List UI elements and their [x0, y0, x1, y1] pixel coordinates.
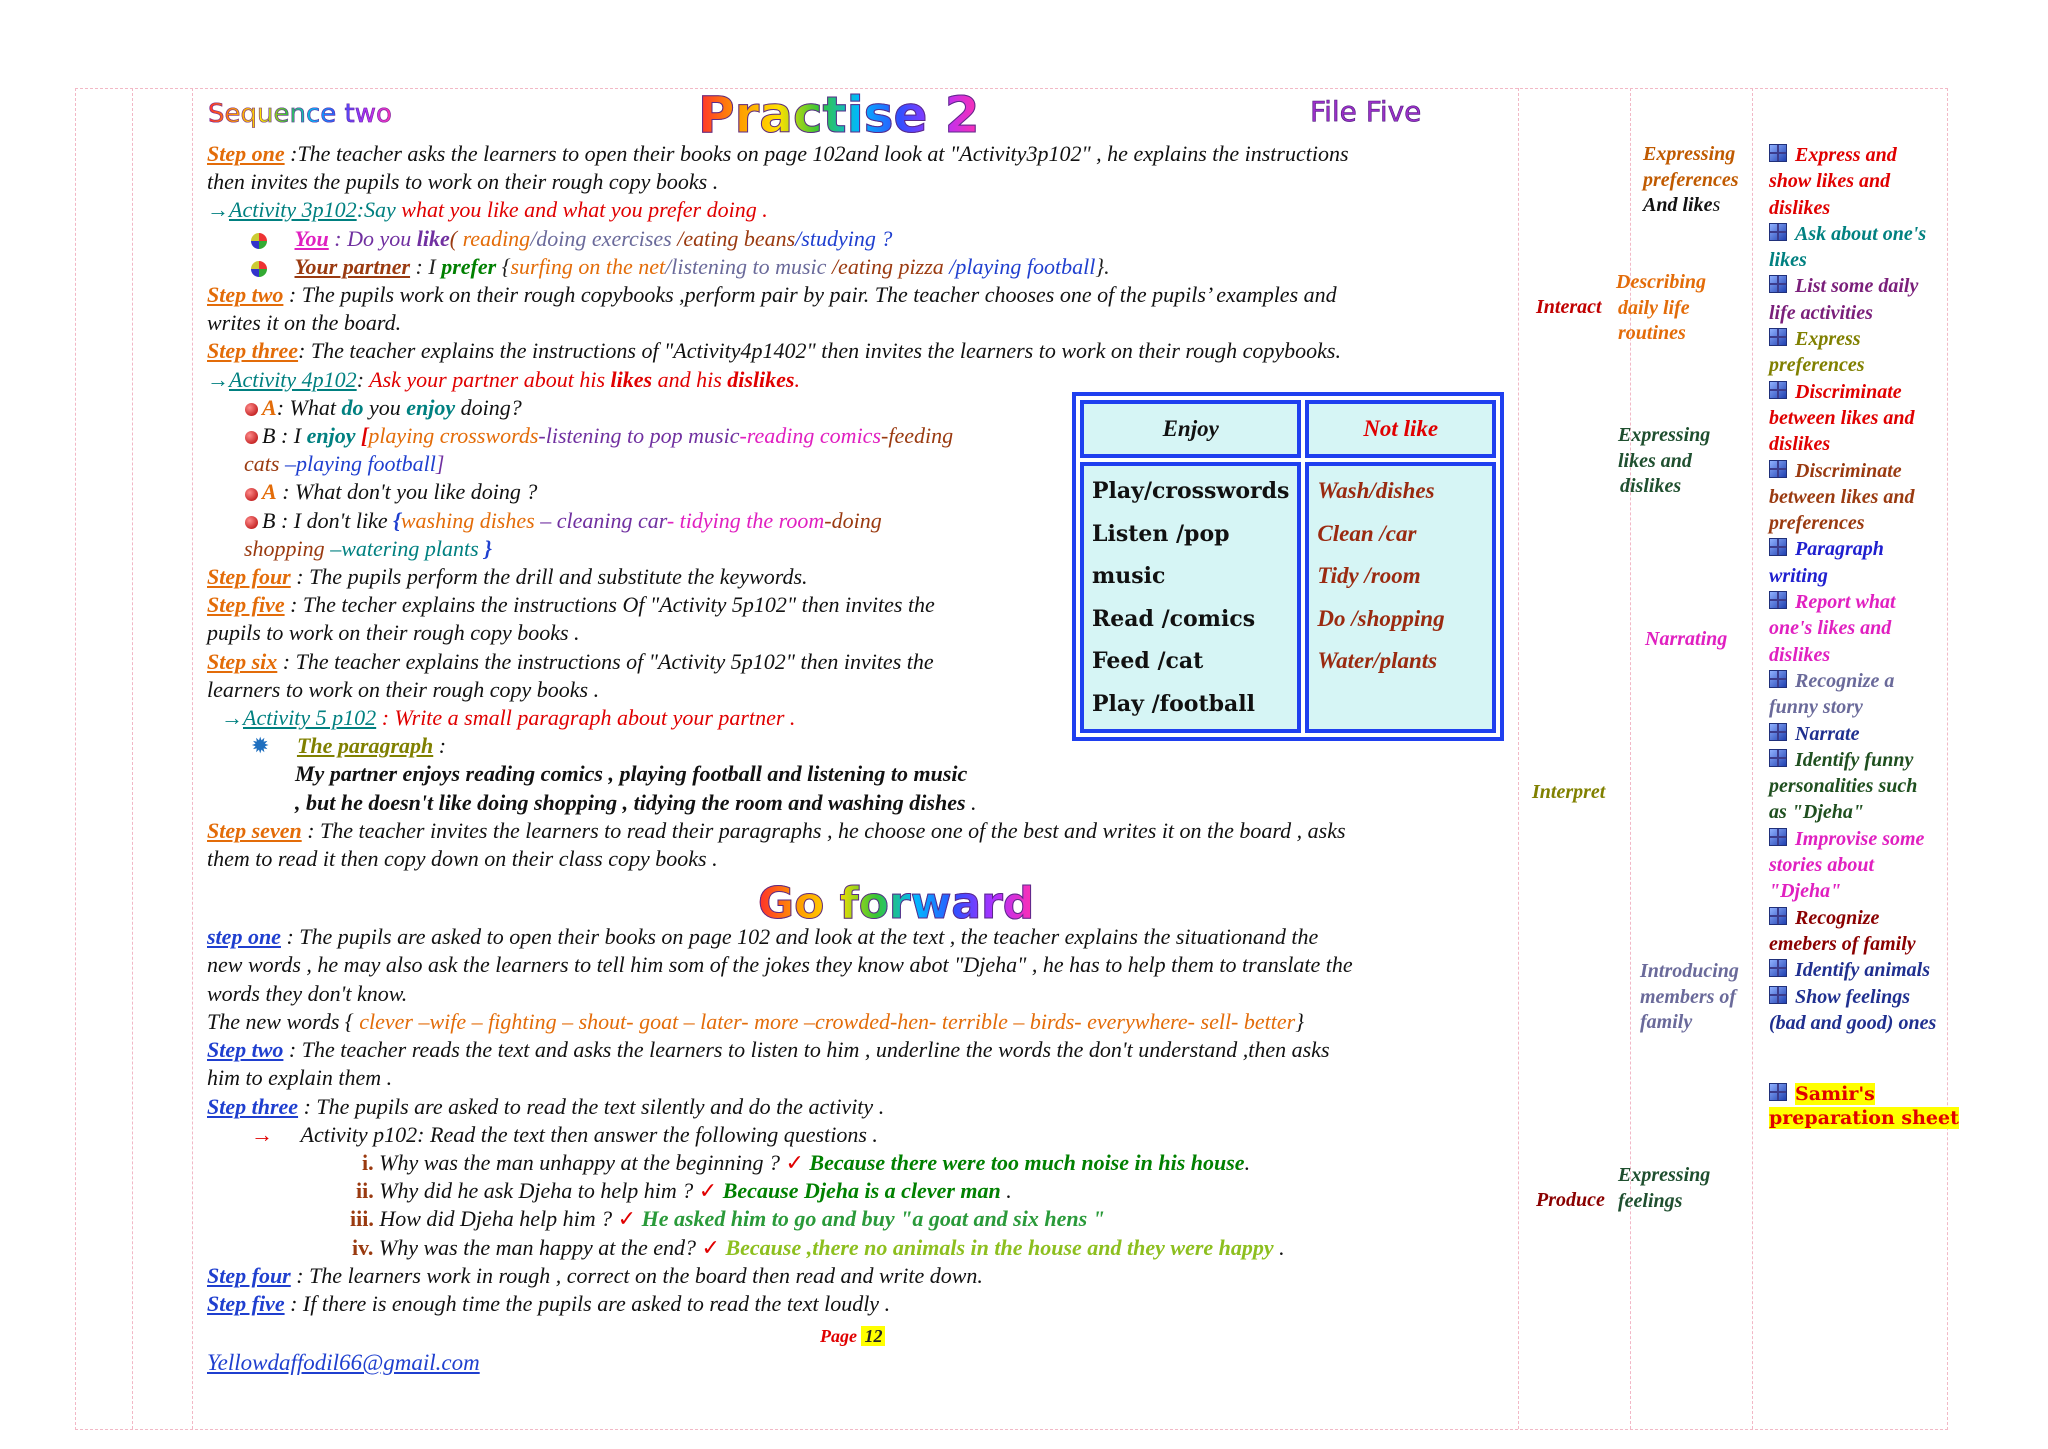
gf-step-two-line: Step two : The teacher reads the text and asks the learners to listen to him , underline the words the don't understand ,then asks: [207, 1037, 1330, 1063]
grid-icon: [1769, 144, 1787, 162]
objective-item: Discriminate between likes and preferences: [1769, 459, 1915, 535]
skill-interpret: Interpret: [1532, 781, 1606, 803]
bullet-dot-icon: [245, 403, 258, 416]
bullet-ball-icon: [251, 261, 267, 277]
objective-item: Express and show likes and dislikes: [1769, 144, 1897, 219]
arrow-icon: →: [207, 366, 229, 392]
not-like-header: Not like: [1305, 400, 1496, 458]
skill-produce: Produce: [1536, 1189, 1605, 1211]
objective-item: Express preferences: [1769, 328, 1865, 377]
check-icon: ✓: [701, 1234, 720, 1260]
bullet-ball-icon: [251, 233, 267, 249]
go-forward-title: Go forward: [758, 878, 1035, 929]
paragraph-text-2: , but he doesn't like doing shopping , tidying the room and washing dishes .: [295, 789, 977, 815]
objective-item: Show feelings (bad and good) ones: [1769, 985, 1937, 1034]
grid-icon: [1769, 670, 1787, 688]
bullet-dot-icon: [245, 431, 258, 444]
email-link[interactable]: Yellowdaffodil66@gmail.com: [207, 1350, 480, 1375]
question-4: iv. Why was the man happy at the end? ✓ Because ,there no animals in the house and they were happy .: [352, 1234, 1285, 1260]
vocabulary-table: [1072, 392, 1504, 741]
enjoy-header: Enjoy: [1080, 400, 1301, 458]
grid-icon: [1769, 591, 1787, 609]
function-likes-dislikes: Expressing likes and dislikes: [1618, 424, 1711, 497]
step-five-line: Step five : The techer explains the instructions Of "Activity 5p102" then invites the: [207, 592, 935, 618]
objective-item: Narrate: [1769, 721, 1955, 747]
grid-icon: [1769, 275, 1787, 293]
red-arrow-icon: →: [251, 1121, 273, 1147]
paragraph-text-1: My partner enjoys reading comics , playing football and listening to music: [295, 761, 968, 787]
file-heading: File Five: [1310, 95, 1422, 128]
objective-item: List some daily life activities: [1769, 275, 1919, 324]
objective-item: Report what one's likes and dislikes: [1769, 591, 1896, 666]
objective-item: Improvise some stories about "Djeha": [1769, 827, 1925, 903]
skill-interact: Interact: [1536, 296, 1602, 318]
credit-note: Samir's preparation sheet: [1769, 1083, 1959, 1129]
objective-item: Discriminate between likes and dislikes: [1769, 380, 1915, 456]
function-preferences: Expressing preferences And likes: [1643, 143, 1739, 216]
column-line-skills: [1518, 88, 1519, 1429]
grid-icon: [1769, 749, 1787, 767]
arrow-icon: →: [221, 705, 243, 731]
paragraph-heading: ✹ The paragraph :: [251, 733, 447, 759]
page-number: Page 12: [820, 1326, 885, 1347]
activity-4-line: →Activity 4p102: Ask your partner about his likes and his dislikes.: [207, 366, 800, 392]
objective-item: Identify funny personalities such as "Djeha": [1769, 748, 1918, 824]
margin-line-2: [192, 88, 193, 1429]
grid-icon: [1769, 723, 1787, 741]
step-three-line: Step three: The teacher explains the instructions of "Activity4p1402" then invites the learners to work on their rough copybooks.: [207, 338, 1341, 364]
step-one-line: Step one :The teacher asks the learners to open their books on page 102and look at "Activity3p102" , he explains the instructions: [207, 141, 1349, 166]
check-icon: ✓: [698, 1178, 718, 1204]
step-one-label: Step one: [207, 141, 285, 166]
bullet-dot-icon: [245, 488, 258, 501]
question-3: iii. How did Djeha help him ? ✓ He asked him to go and buy "a goat and six hens ": [350, 1206, 1105, 1232]
grid-icon: [1769, 381, 1787, 399]
column-line-objectives: [1752, 88, 1753, 1429]
new-words-line: The new words { clever –wife – fighting – shout- goat – later- more –crowded-hen- terrible – birds- everywhere- sell- better}: [207, 1008, 1305, 1034]
question-1: i. Why was the man unhappy at the beginning ? ✓ Because there were too much noise in his house.: [362, 1149, 1251, 1175]
dialogue-b1: B : I enjoy [playing crosswords-listening to pop music-reading comics-feeding: [207, 422, 1507, 450]
question-2: ii. Why did he ask Djeha to help him ? ✓ Because Djeha is a clever man .: [356, 1178, 1012, 1204]
function-feelings: Expressing feelings: [1618, 1164, 1711, 1212]
sequence-heading: Sequence two: [208, 99, 392, 129]
practise-title: Practise 2: [698, 86, 980, 144]
arrow-icon: →: [207, 197, 229, 223]
grid-icon: [1769, 959, 1787, 977]
step-two-line: Step two : The pupils work on their rough copybooks ,perform pair by pair. The teacher chooses one of the pupils’ examples and: [207, 282, 1337, 308]
skill-narrating: Narrating: [1645, 628, 1728, 650]
step-seven-line: Step seven : The teacher invites the learners to read their paragraphs , he choose one of the best and writes it on the board , asks: [207, 817, 1346, 843]
dialogue-a1: A: What do you enjoy doing?: [207, 394, 1507, 422]
partner-answer: Your partner : I prefer {surfing on the net/listening to music /eating pizza /playing football}.: [207, 253, 1507, 281]
grid-icon: [1769, 1083, 1787, 1101]
you-question: You : Do you like( reading/doing exercises /eating beans/studying ?: [207, 225, 1507, 253]
step-six-line: Step six : The teacher explains the instructions of "Activity 5p102" then invites the: [207, 648, 934, 674]
grid-icon: [1769, 223, 1787, 241]
not-like-column: Wash/dishes Clean /car Tidy /room Do /shopping Water/plants: [1305, 462, 1496, 733]
grid-icon: [1769, 986, 1787, 1004]
gf-step-four-line: Step four : The learners work in rough , correct on the board then read and write down.: [207, 1262, 983, 1288]
dialogue-a2: A : What don't you like doing ?: [207, 478, 1507, 506]
grid-icon: [1769, 907, 1787, 925]
activity-5-line: →Activity 5 p102 : Write a small paragraph about your partner .: [221, 705, 796, 731]
gf-step-five-line: Step five : If there is enough time the pupils are asked to read the text loudly .: [207, 1290, 891, 1316]
grid-icon: [1769, 828, 1787, 846]
margin-line-1: [132, 88, 133, 1429]
function-daily-routines: Describing daily life routines: [1616, 271, 1706, 344]
grid-icon: [1769, 538, 1787, 556]
grid-icon: [1769, 328, 1787, 346]
objective-item: Recognize a funny story: [1769, 669, 1895, 719]
activity-3-line: →Activity 3p102:Say what you like and what you prefer doing .: [207, 197, 768, 223]
objective-item: Identify animals: [1769, 957, 1955, 983]
objective-item: Ask about one's likes: [1769, 222, 1927, 272]
check-icon: ✓: [617, 1206, 637, 1232]
check-icon: ✓: [785, 1149, 804, 1175]
activity-3-label: Activity 3p102: [229, 197, 357, 223]
activity-p102-line: → Activity p102: Read the text then answer the following questions .: [251, 1121, 878, 1147]
objective-item: Paragraph writing: [1769, 538, 1884, 587]
grid-icon: [1769, 460, 1787, 478]
bullet-dot-icon: [245, 516, 258, 529]
dialogue-b2: B : I don't like {washing dishes – cleaning car- tidying the room-doing: [207, 507, 1507, 535]
objective-item: Recognize emebers of family: [1769, 906, 1916, 955]
gf-step-one-line: step one : The pupils are asked to open their books on page 102 and look at the text , the teacher explains the situationand the: [207, 924, 1319, 950]
step-four-line: Step four : The pupils perform the drill and substitute the keywords.: [207, 564, 808, 590]
gf-step-three-line: Step three : The pupils are asked to read the text silently and do the activity .: [207, 1093, 885, 1119]
objectives-list: [1769, 142, 1955, 1036]
enjoy-column: Play/crosswords Listen /pop music Read /comics Feed /cat Play /football: [1080, 462, 1301, 733]
lesson-body: Step one :The teacher asks the learners to open their books on page 102and look at "Activity3p102" , he explains the instructions then invites the pupils to work on their rough copy books . →Activity 3p102:Say what you like and what you prefer doing . You : Do you like( reading/doing exercises /eating beans/studying ? Your partner : I prefer {surfing on the net/listening to music /eating pizza /playing football}. Step two : The pupils work on their rough copybooks ,perform pair by pair. The teacher chooses one of the pupils’ examples and writes it on the board. Step three: The teacher explains the instructions of "Activity4p1402" then invites the learners to work on their rough copybooks. →Activity 4p102: Ask your partner about his likes and his dislikes. A: What do you enjoy doing? B : I enjoy [playing crosswords-listening to pop music-reading comics-feeding cats –playing football] A : What don't you like doing ? B : I don't like {washing dishes – cleaning car- tidying the room-doing shopping –watering plants } Step four : The pupils perform the drill and substitute the keywords. Step five : The techer explains the instructions Of "Activity 5p102" then invites the pupils to work on their rough copy books . Step six : The teacher explains the instructions of "Activity 5p102" then invites the learners to work on their rough copy books . →Activity 5 p102 : Write a small paragraph about your partner . ✹ The paragraph : My partner enjoys reading comics , playing football and listening to music , but he doesn't like doing shopping , tidying the room and washing dishes . Step seven : The teacher invites the learners to read their paragraphs , he choose one of the best and writes it on the board , asks them to read it then copy down on their class copy books . step one : The pupils are asked to open their books on page 102 and look at the text , the teacher explains the situationand the new words , he may also ask the learners to tell him som of the jokes they know abot "Djeha" , he has to help them to translate the words they don't know. The new words { clever –wife – fighting – shout- goat – later- more –crowded-hen- terrible – birds- everywhere- sell- better} Step two : The teacher reads the text and asks the learners to listen to him , underline the words the don't understand ,then asks him to explain them . Step three : The pupils are asked to read the text silently and do the activity . → Activity p102: Read the text then answer the following questions . i. Why was the man unhappy at the beginning ? ✓ Because there were too much noise in his house. ii. Why did he ask Djeha to help him ? ✓ Because Djeha is a clever man . iii. How did Djeha help him ? ✓ He asked him to go and buy "a goat and six hens " iv. Why was the man happy at the end? ✓ Because ,there no animals in the house and they were happy . Step four : The learners work in rough , correct on the board then read and write down. Step five : If there is enough time the pupils are asked to read the text loudly .: [207, 140, 1507, 1318]
function-family: Introducing members of family: [1640, 960, 1739, 1033]
star-bullet-icon: ✹: [251, 733, 270, 759]
